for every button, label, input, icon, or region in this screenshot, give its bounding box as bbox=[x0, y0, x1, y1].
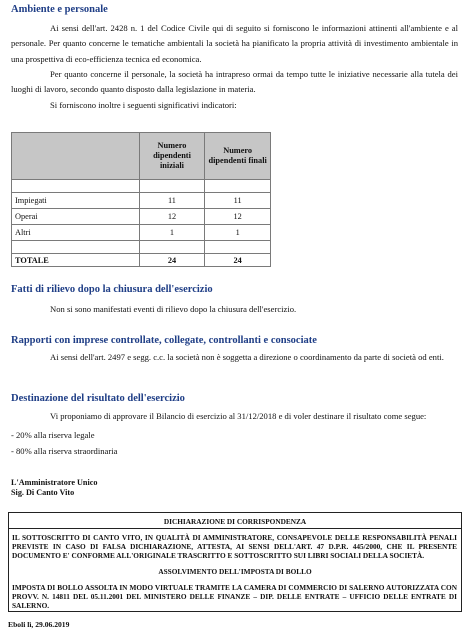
declaration-title: DICHIARAZIONE DI CORRISPONDENZA bbox=[163, 517, 307, 526]
heading-fatti: Fatti di rilievo dopo la chiusura dell'esercizio bbox=[11, 284, 213, 295]
row-final: 12 bbox=[205, 209, 271, 225]
total-initial: 24 bbox=[139, 254, 205, 267]
employees-table bbox=[11, 132, 271, 267]
table-row bbox=[12, 193, 271, 209]
bollo-body: IMPOSTA DI BOLLO ASSOLTA IN MODO VIRTUALE TRAMITE LA CAMERA DI COMMERCIO DI SALERNO AUTORIZZATA CON PROVV. N. 14811 DEL 05.11.2001 DEL MINISTERO DELLE FINANZE – DIP. DELLE ENTRATE – UFFICIO DELLE ENTRATE DI SALERNO. bbox=[12, 583, 457, 610]
paragraph-fatti: Non si sono manifestati eventi di rilievo dopo la chiusura dell'esercizio. bbox=[50, 304, 297, 314]
paragraph-destinazione: Vi proponiamo di approvare il Bilancio di esercizio al 31/12/2018 e di voler destinare il risultato come segue: bbox=[50, 411, 427, 421]
table-total-row bbox=[12, 254, 271, 267]
signer-name: Sig. Di Canto Vito bbox=[11, 488, 75, 497]
row-initial: 12 bbox=[139, 209, 205, 225]
table-header-row bbox=[12, 133, 271, 180]
total-label: TOTALE bbox=[12, 254, 140, 267]
paragraph-indicatori: Si forniscono inoltre i seguenti significativi indicatori: bbox=[50, 100, 237, 110]
table-header-blank bbox=[12, 133, 140, 180]
row-initial: 1 bbox=[139, 225, 205, 241]
table-header-final: Numero dipendenti finali bbox=[205, 133, 271, 180]
row-initial: 11 bbox=[139, 193, 205, 209]
paragraph-ambiente-1: Ai sensi dell'art. 2428 n. 1 del Codice Civile qui di seguito si forniscono le informazioni attinenti all'ambiente e al personale. Per quanto concerne le tematiche ambientali la società ha pianificato la propria attività di investimento ambientale in una prospettiva di eco-efficienza tecnica ed economica. bbox=[11, 23, 458, 64]
row-label: Altri bbox=[12, 225, 140, 241]
total-final: 24 bbox=[205, 254, 271, 267]
row-label: Operai bbox=[12, 209, 140, 225]
row-final: 11 bbox=[205, 193, 271, 209]
table-row bbox=[12, 225, 271, 241]
table-header-initial: Numero dipendenti iniziali bbox=[139, 133, 205, 180]
declaration-box bbox=[8, 512, 462, 612]
table-row bbox=[12, 209, 271, 225]
signer-role: L'Amministratore Unico bbox=[11, 478, 98, 487]
bollo-title: ASSOLVIMENTO DELL'IMPOSTA DI BOLLO bbox=[158, 567, 312, 576]
list-item: - 80% alla riserva straordinaria bbox=[11, 446, 118, 456]
paragraph-ambiente-2: Per quanto concerne il personale, la società ha intrapreso ormai da tempo tutte le iniziative necessarie alla tutela dei luoghi di lavoro, secondo quanto disposto dalla legislazione in materia. bbox=[11, 69, 458, 95]
list-item: - 20% alla riserva legale bbox=[11, 430, 95, 440]
declaration-body: IL SOTTOSCRITTO DI CANTO VITO, IN QUALITÀ DI AMMINISTRATORE, CONSAPEVOLE DELLE RESPONSABILITÀ PENALI PREVISTE IN CASO DI FALSA DICHIARAZIONE, ATTESTA, AI SENSI DELL'ART. 47 D.P.R. 445/2000, CHE IL PRESENTE DOCUMENTO E' CONFORME ALL'ORIGINALE TRASCRITTO E SOTTOSCRITTO SUI LIBRI SOCIALI DELLA SOCIETÀ. bbox=[12, 533, 457, 560]
heading-destinazione: Destinazione del risultato dell'esercizio bbox=[11, 393, 185, 404]
paragraph-rapporti: Ai sensi dell'art. 2497 e segg. c.c. la società non è soggetta a direzione o coordinamento da parte di società od enti. bbox=[50, 352, 444, 362]
heading-rapporti: Rapporti con imprese controllate, collegate, controllanti e consociate bbox=[11, 335, 317, 346]
row-label: Impiegati bbox=[12, 193, 140, 209]
date-place: Eboli lì, 29.06.2019 bbox=[8, 620, 70, 629]
row-final: 1 bbox=[205, 225, 271, 241]
heading-ambiente: Ambiente e personale bbox=[11, 4, 108, 15]
